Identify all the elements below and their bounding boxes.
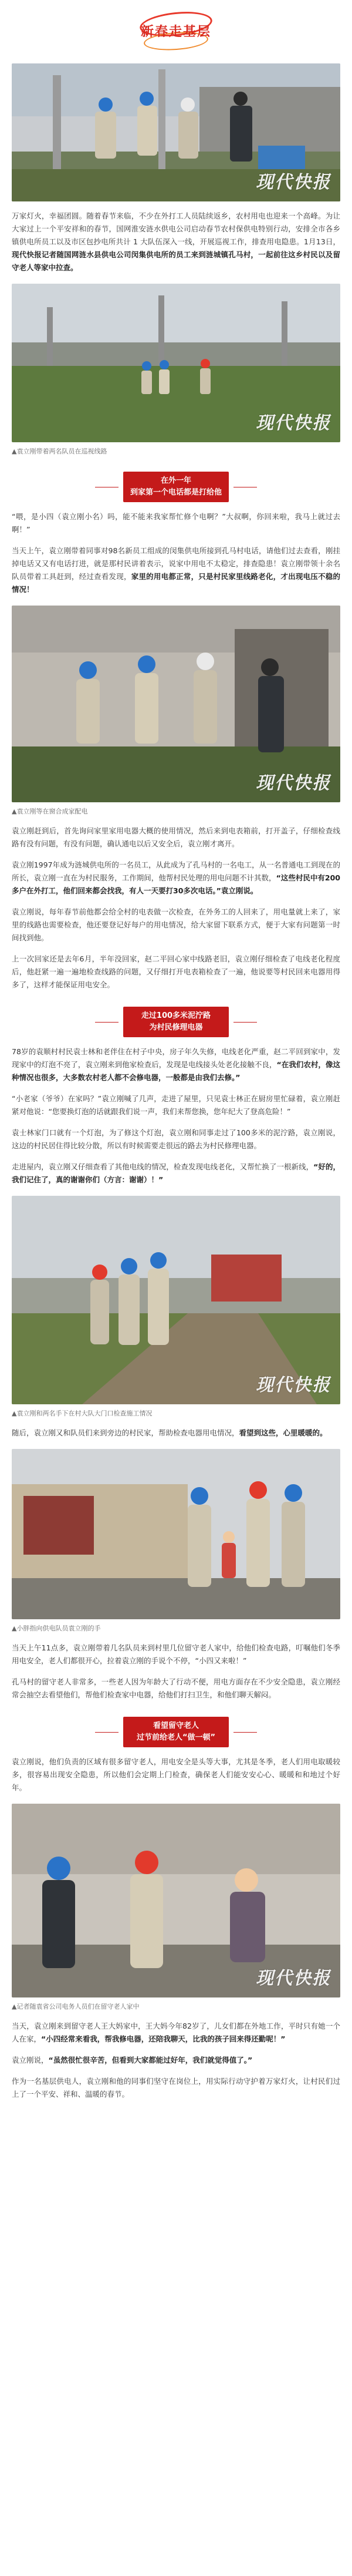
photo-scene (12, 1449, 340, 1619)
body-text-bold: “好的，我们记住了，真的谢谢你们（方言：谢谢）！” (12, 1162, 340, 1184)
body-text: 随后，袁立刚又和队员们来到旁边的村民家，帮助检查电器用电情况， (12, 1428, 239, 1437)
photo-caption: ▲小胖指向供电队员袁立刚的手 (12, 1625, 101, 1632)
body-paragraph: “小老家（爷爷）在家吗？”袁立刚喊了几声，走进了屋里，只见袁士林正在厨房里忙碌着，袁立刚赶紧对他说：“您要换灯泡的话就跟我们说一声，我们来帮您换，您年纪大了登高危险！” (12, 1094, 340, 1116)
photo-caption: ▲袁立刚带着两名队员在巡视线路 (12, 448, 107, 455)
body-paragraph (12, 1427, 340, 1440)
body-paragraph: 袁士林家门口就有一个灯泡，为了修这个灯泡，袁立刚和同事走过了100多米的泥泞路，袁立刚说，这边的村民居住得比较分散，所以有时候需要走很远的路去为村民修理电器。 (12, 1128, 340, 1150)
body-paragraph: “喂，是小四（袁立刚小名）吗，能不能来我家帮忙修个电啊？”大叔啊，你回来啦，我马上就过去啊！” (12, 512, 340, 534)
body-paragraph: 袁立刚赶到后，首先询问家里家用电器大概的使用情况，然后来到电表箱前，打开盖子，仔细检查线路有没有问题，有没有问题，确认通电以后又安全后，袁立刚才离开。 (12, 826, 340, 848)
body-paragraph (12, 2020, 340, 2046)
section-title-box (123, 472, 229, 502)
body-text: 78岁的袁顺村村民袁士林和老伴住在村子中央，房子年久失修，电线老化严重，赵二平回到家中，发现家中的灯泡不亮了，袁立刚来到他家检查后，发现是电线接头处老化接触不良， (12, 1047, 340, 1069)
logo-text-line1: 新春走基层 (140, 24, 211, 39)
body-paragraph: 袁立刚说，他们负责的区域有很多留守老人，用电安全是头等大事，尤其是冬季，老人们用电取暖较多，很容易出现安全隐患，所以他们会定期上门检查，确保老人们能安安心心、暖暖和和地过个好年。 (12, 1757, 340, 1792)
body-paragraph: 袁立刚说，每年春节前他都会给全村的电表做一次检查，在外务工的人回来了，用电量就上来了，家里的线路也需要检查，他还要登记好每户的用电情况，给大家留下联系方式，便于大家有问题第一时间找到他。 (12, 907, 340, 942)
section-title-line1: 走过100多米泥泞路 (141, 1011, 211, 1020)
body-paragraph: 上一次回家还是去年6月，半年没回家，赵二平回心家中线路老旧，袁立刚仔细检查了电线老化程度后，他赶紧一遍一遍地检查线路的问题，又仔细打开电表箱检查了一遍，他说要等村民回来电器用得多了，这样才能保证用电安全。 (12, 954, 340, 989)
photo-child-with-electrician[interactable] (12, 1449, 340, 1619)
photo-electricians-at-home-panel[interactable] (12, 606, 340, 802)
body-paragraph (12, 1045, 340, 1084)
body-text-bold: 家里的用电都正常，只是村民家里线路老化，才出现电压不稳的情况！ (12, 572, 340, 594)
body-text-bold: “在我们农村，像这种情况也很多，大多数农村老人都不会修电器，一般都是由我们去修。” (12, 1060, 340, 1082)
watermark: 现代快报 (256, 1375, 331, 1395)
intro-text-bold: 现代快报记者随国网涟水县供电公司闵集供电所的员工来到涟城镇孔马村，一起前往这乡村民以及留守老人等家中拉查。 (12, 250, 340, 272)
photo-caption: ▲记者随袁省公司电务人员们在留守老人家中 (12, 2003, 140, 2010)
body-text-bold: 看望到这些，心里暖暖的。 (239, 1428, 327, 1437)
section-title-line1: 看望留守老人 (153, 1721, 199, 1730)
body-paragraph (12, 544, 340, 596)
section-title-3 (123, 1717, 229, 1747)
body-text: 袁立刚1997年成为涟城供电所的一名员工，从此成为了孔马村的一名电工，从一名普通电工到现在的所长，袁立刚一直在为村民服务，工作期间，他帮村民处理的用电问题不计其数， (12, 860, 340, 882)
intro-text: 万家灯火，幸福团圆。随着春节来临，不少在外打工人员陆续返乡，农村用电也迎来一个高峰。为让大家过上一个平安祥和的春节，国网淮安涟水供电公司启动春节农村保供电特别行动，安排全市各乡镇供电所员工以及市区包抄电所共计 1 大队伍深入一线，开展巡视工作，排查用电隐患。1月13日， (12, 211, 340, 246)
photo-caption: ▲袁立刚和两名手下在村大队大门口检查施工情况 (12, 1410, 153, 1417)
body-paragraph: 当天上午11点多，袁立刚带着几名队员来到村里几位留守老人家中，给他们检查电路，叮嘱他们冬季用电安全，老人们都很开心，拉着袁立刚的手说个不停，“小四又来啦！” (12, 1643, 340, 1665)
watermark: 现代快报 (256, 413, 331, 433)
section-title-line2: 到家第一个电话都是打给他 (130, 488, 222, 497)
section-title-box (123, 1007, 229, 1037)
photo-caption: ▲袁立刚等在窗合成家配电 (12, 808, 88, 815)
body-text-bold: “小四经常来看我，帮我修电器，还陪我聊天，比我的孩子回来得还勤呢！” (41, 2034, 286, 2043)
photo-workers-on-utility-pole[interactable] (12, 63, 340, 201)
body-paragraph: 孔马村的留守老人非常多，一些老人因为年龄大了行动不便，用电方面存在不少安全隐患，袁立刚经常会抽空去看望他们，帮他们检查家中电器，给他们打扫卫生，和他们聊天解闷。 (12, 1677, 340, 1699)
section-title-box (123, 1717, 229, 1747)
body-text-bold: “虽然很忙很辛苦，但看到大家都能过好年，我们就觉得值了。” (48, 2056, 253, 2064)
watermark: 现代快报 (256, 172, 331, 193)
body-paragraph (12, 1161, 340, 1186)
bottom-spacer (0, 2101, 352, 2113)
section-title-2 (123, 1007, 229, 1037)
intro-paragraph (12, 210, 340, 274)
body-paragraph (12, 2054, 340, 2067)
body-paragraph (12, 859, 340, 897)
section-title-1 (123, 472, 229, 502)
photo-team-patrolling-field[interactable] (12, 284, 340, 442)
watermark: 现代快报 (256, 1968, 331, 1989)
watermark: 现代快报 (256, 773, 331, 793)
body-text-bold: “这些村民中有200多户在外打工，他们回来都会找我，有人一天要打30多次电话。”袁立刚说。 (12, 873, 340, 895)
body-text: 走进屋内，袁立刚又仔细查看了其他电线的情况，检查发现电线老化，又帮忙换了一根新线， (12, 1162, 314, 1171)
header (0, 0, 352, 63)
body-paragraph: 作为一名基层供电人，袁立刚和他的同事们坚守在岗位上，用实际行动守护着万家灯火，让村民们过上了一个平安、祥和、温暖的春节。 (12, 2077, 340, 2099)
body-text: 当天，袁立刚来到留守老人王大妈家中，王大妈今年82岁了，儿女们都在外地工作，平时只有她一个人在家， (12, 2022, 340, 2043)
photo-walking-muddy-road[interactable] (12, 1196, 340, 1404)
body-text: 袁立刚说， (12, 2056, 49, 2064)
section-title-line1: 在外一年 (160, 476, 191, 485)
section-title-line2: 为村民修理电器 (149, 1023, 203, 1032)
photo-visiting-elderly-resident[interactable] (12, 1804, 340, 1997)
column-logo (132, 11, 220, 52)
section-title-line2: 过节前给老人“做一顿” (136, 1733, 216, 1742)
body-text: 当天上午，袁立刚带着同事对98名新员工组成的闵集供电所接到孔马村电话，请他们过去查看，刚挂掉电话又又有电话打进，就是那村民讲着表示，说家中用电不太稳定，排查隐患！袁立刚带领十余名队员带着工具赶到，经过查看发现， (12, 546, 340, 581)
